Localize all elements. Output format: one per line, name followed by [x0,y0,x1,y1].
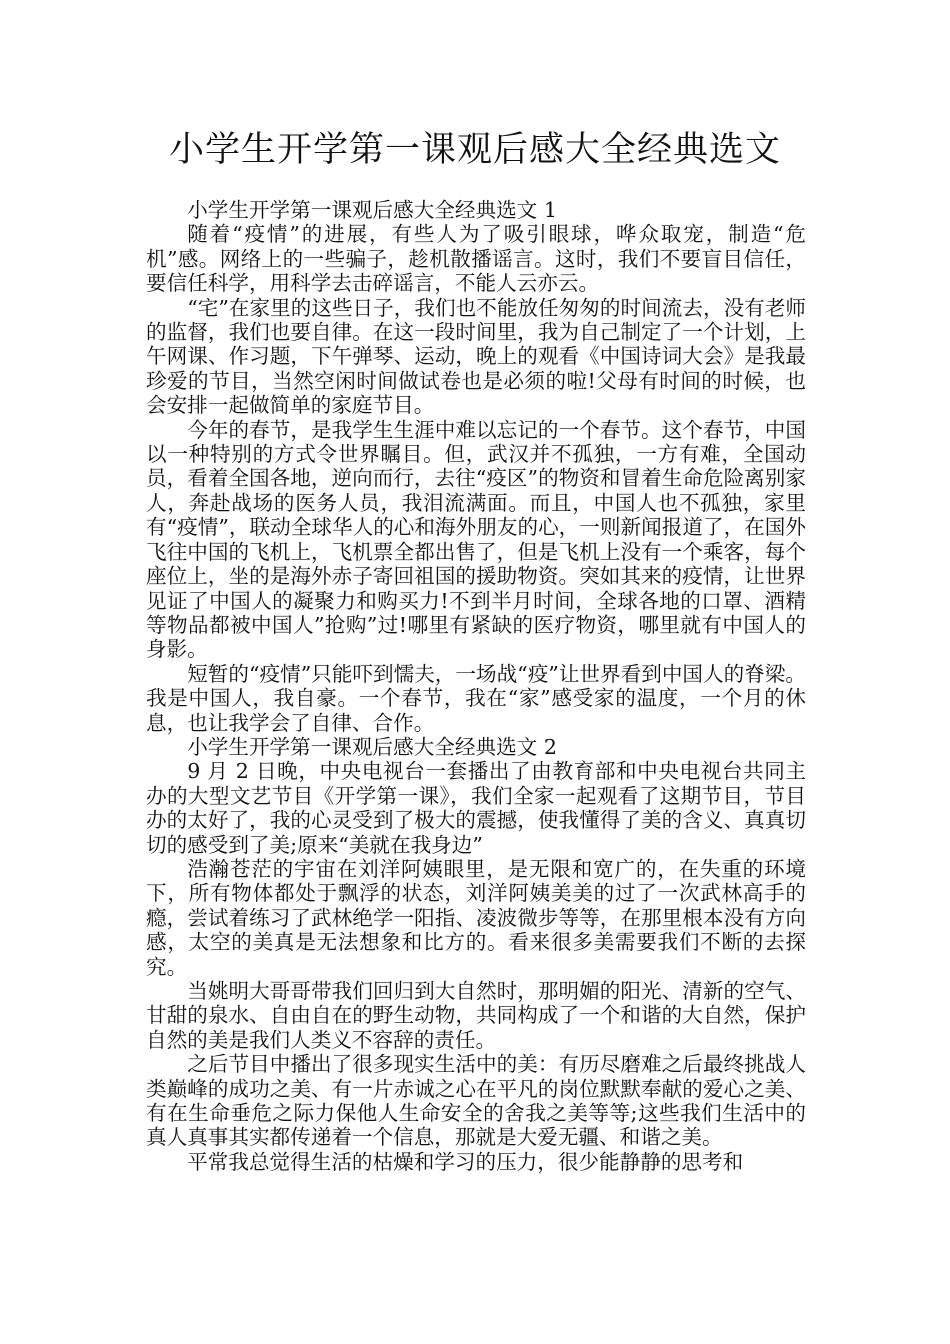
paragraph: 当姚明大哥哥带我们回归到大自然时，那明媚的阳光、清新的空气、甘甜的泉水、自由自在的野生动物，共同构成了一个和谐的大自然，保护自然的美是我们人类义不容辞的责任。 [146,979,806,1052]
paragraph: 9 月 2 日晚，中央电视台一套播出了由教育部和中央电视台共同主办的大型文艺节目《开学第一课》，我们全家一起观看了这期节目，节目办的太好了，我的心灵受到了极大的震撼，使我懂得了美的含义、真真切切的感受到了美;原来“美就在我身边” [146,759,806,857]
paragraph: 短暂的“疫情”只能吓到懦夫，一场战“疫”让世界看到中国人的脊梁。我是中国人，我自豪。一个春节，我在“家”感受家的温度，一个月的休息，也让我学会了自律、合作。 [146,661,806,735]
document-title: 小学生开学第一课观后感大全经典选文 [168,130,781,170]
section-heading-1: 小学生开学第一课观后感大全经典选文 1 [187,198,557,222]
paragraph: 随着“疫情”的进展，有些人为了吸引眼球，哗众取宠，制造“危机”感。网络上的一些骗子，趁机散播谣言。这时，我们不要盲目信任，要信任科学，用科学去击碎谣言，不能人云亦云。 [146,222,806,296]
paragraph: “宅”在家里的这些日子，我们也不能放任匆匆的时间流去，没有老师的监督，我们也要自律。在这一段时间里，我为自己制定了一个计划，上午网课、作习题，下午弹琴、运动，晚上的观看《中国诗词大会》是我最珍爱的节目，当然空闲时间做试卷也是必须的啦!父母有时间的时候，也会安排一起做简单的家庭节目。 [146,295,806,418]
section-heading-2: 小学生开学第一课观后感大全经典选文 2 [187,734,557,759]
paragraph: 今年的春节，是我学生生涯中难以忘记的一个春节。这个春节，中国以一种特别的方式令世界瞩目。但，武汉并不孤独，一方有难，全国动员，看着全国各地，逆向而行，去往“疫区”的物资和冒着生命危险离别家人，奔赴战场的医务人员，我泪流满面。而且，中国人也不孤独，家里有“疫情”，联动全球华人的心和海外朋友的心，一则新闻报道了，在国外飞往中国的飞机上，飞机票全都出售了，但是飞机上没有一个乘客，每个座位上，坐的是海外赤子寄回祖国的援助物资。突如其来的疫情，让世界见证了中国人的凝聚力和购买力!不到半月时间，全球各地的口罩、酒精等物品都被中国人”抢购”过!哪里有紧缺的医疗物资，哪里就有中国人的身影。 [146,417,806,662]
paragraph: 平常我总觉得生活的枯燥和学习的压力，很少能静静的思考和 [187,1149,744,1174]
paragraph: 之后节目中播出了很多现实生活中的美：有历尽磨难之后最终挑战人类巅峰的成功之美、有一片赤诚之心在平凡的岗位默默奉献的爱心之美、有在生命垂危之际力保他人生命安全的舍我之美等等;这些我们生活中的真人真事其实都传递着一个信息，那就是大爱无疆、和谐之美。 [146,1052,806,1150]
document-body [146,198,806,1174]
paragraph: 浩瀚苍茫的宇宙在刘洋阿姨眼里，是无限和宽广的，在失重的环境下，所有物体都处于飘浮的状态，刘洋阿姨美美的过了一次武林高手的瘾，尝试着练习了武林绝学一阳指、凌波微步等等，在那里根本没有方向感，太空的美真是无法想象和比方的。看来很多美需要我们不断的去探究。 [146,856,806,979]
